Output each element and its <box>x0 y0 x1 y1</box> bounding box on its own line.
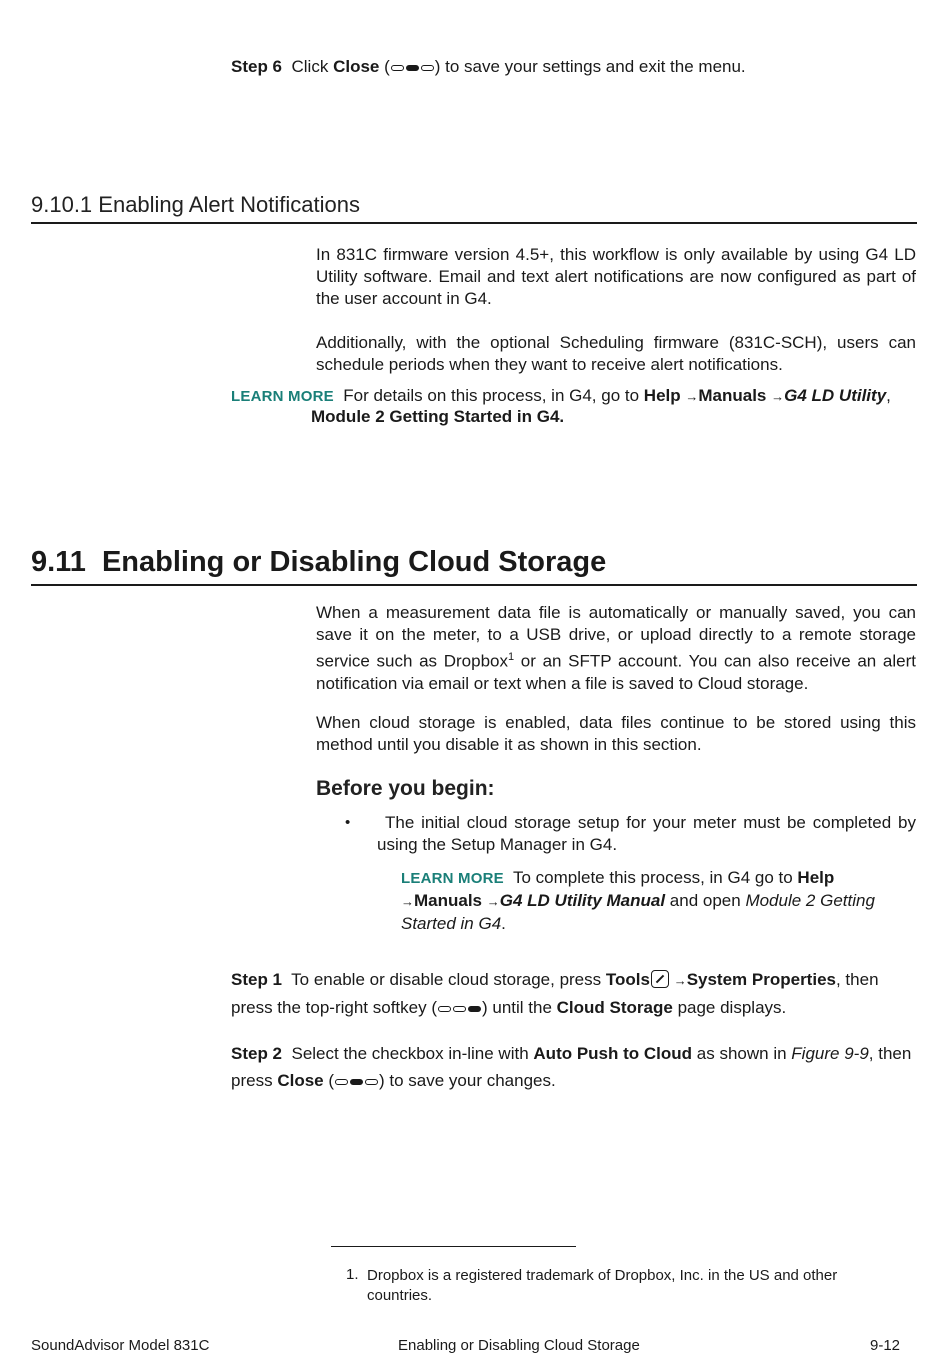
paragraph-text: When a measurement data file is automatically or manually saved, you can save it on the meter, to a USB drive, or upload directly to a remote storage service such as Dropbox <box>316 603 916 671</box>
tools-keyword: Tools <box>605 970 650 989</box>
step-label: Step 6 <box>231 57 283 76</box>
alert-paragraph-2: Additionally, with the optional Scheduling firmware (831C-SCH), users can schedule periods when they want to receive alert notifications. <box>316 333 916 374</box>
learn-more-text: To complete this process, in G4 go to <box>512 868 793 887</box>
learn-more-tag: LEARN MORE <box>231 388 334 405</box>
step-text: ) to save your changes. <box>379 1071 556 1090</box>
module-keyword: Module 2 Getting Started in G4. <box>311 407 565 426</box>
learn-more-text: and open <box>669 891 741 910</box>
step-text: Click <box>291 57 329 76</box>
step-text: page displays. <box>677 998 787 1017</box>
arrow-icon: → <box>673 973 687 988</box>
step-label: Step 2 <box>231 1044 283 1063</box>
utility-manual-keyword: G4 LD Utility Manual <box>499 891 666 910</box>
period: . <box>501 914 506 933</box>
step-text: To enable or disable cloud storage, press <box>291 970 602 989</box>
system-properties-keyword: System Properties <box>686 970 836 989</box>
help-keyword: Help <box>797 868 835 887</box>
softkey-right-icon <box>438 1006 481 1012</box>
close-keyword: Close <box>277 1071 324 1090</box>
alert-paragraph-1: In 831C firmware version 4.5+, this workflow is only available by using G4 LD Utility software. Email and text alert notifications are now configured as part of the user account in G4. <box>316 245 916 308</box>
footer-page-number: 9-12 <box>870 1337 901 1354</box>
bullet-mark: • <box>345 814 351 831</box>
step-2 <box>231 1040 917 1094</box>
footnote-rule <box>331 1246 576 1247</box>
heading-rule <box>31 222 917 224</box>
arrow-icon: → <box>486 894 500 909</box>
figure-reference: Figure 9-9 <box>791 1044 869 1063</box>
manuals-keyword: Manuals <box>698 386 767 405</box>
step-label: Step 1 <box>231 970 283 989</box>
step-text: , then press the top-right softkey ( <box>231 970 879 1017</box>
comma: , <box>886 386 891 405</box>
softkey-center-icon <box>335 1079 378 1085</box>
footer-center: Enabling or Disabling Cloud Storage <box>398 1337 640 1354</box>
arrow-icon: → <box>401 894 414 909</box>
softkey-center-icon <box>391 65 434 71</box>
tools-icon <box>651 970 669 988</box>
step-text: Select the checkbox in-line with <box>291 1044 529 1063</box>
footnote-text: Dropbox is a registered trademark of Dropbox, Inc. in the US and other countries. <box>367 1267 838 1304</box>
arrow-icon: → <box>685 389 699 404</box>
section-rule <box>31 584 917 586</box>
manuals-keyword: Manuals <box>414 891 483 910</box>
step-text: as shown in <box>696 1044 787 1063</box>
footer-left: SoundAdvisor Model 831C <box>31 1337 210 1354</box>
step-text: , then press <box>231 1044 912 1090</box>
step-text: ) to save your settings and exit the menu. <box>434 57 746 76</box>
learn-more-text: For details on this process, in G4, go to <box>343 386 640 405</box>
cloud-storage-keyword: Cloud Storage <box>556 998 673 1017</box>
bullet-text: The initial cloud storage setup for your meter must be completed by using the Setup Manager in G4. <box>377 813 916 854</box>
arrow-icon: → <box>771 389 785 404</box>
step-6 <box>231 57 746 77</box>
learn-more-note <box>231 385 921 408</box>
module-reference: Module 2 Getting Started in G4 <box>401 891 875 933</box>
footnote-number: 1. <box>346 1266 359 1283</box>
paragraph-text: or an SFTP account. You can also receive an alert notification via email or text when a file is saved to Cloud storage. <box>316 651 916 693</box>
step-text: ) until the <box>481 998 552 1017</box>
close-keyword: Close <box>333 57 380 76</box>
paren: ( <box>328 1071 335 1090</box>
subsection-heading: 9.10.1 Enabling Alert Notifications <box>31 192 360 217</box>
help-keyword: Help <box>643 386 681 405</box>
cloud-paragraph-2: When cloud storage is enabled, data files continue to be stored using this method until you disable it as shown in this section. <box>316 713 916 754</box>
section-heading: 9.11 Enabling or Disabling Cloud Storage <box>31 546 607 578</box>
step-1 <box>231 966 917 1021</box>
learn-more-note-2 <box>401 867 901 935</box>
auto-push-keyword: Auto Push to Cloud <box>533 1044 693 1063</box>
before-you-begin-heading: Before you begin: <box>316 777 495 800</box>
learn-more-tag: LEARN MORE <box>401 870 504 887</box>
cloud-paragraph-1 <box>316 602 916 695</box>
footnote-ref: 1 <box>507 651 515 663</box>
learn-more-module <box>311 407 564 427</box>
utility-keyword: G4 LD Utility <box>784 386 887 405</box>
paren: ( <box>384 57 390 76</box>
